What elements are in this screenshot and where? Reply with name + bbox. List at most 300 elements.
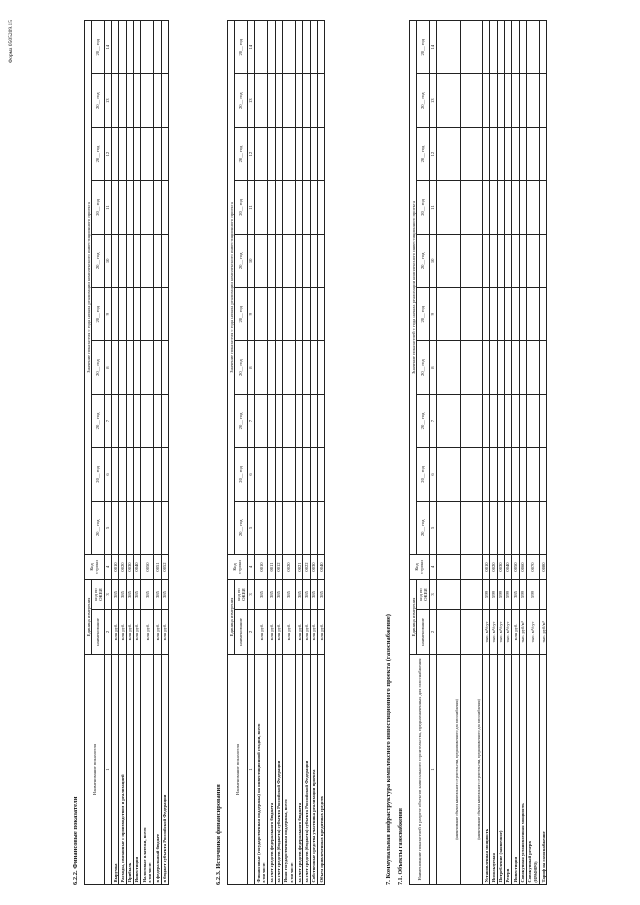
column-number: 7 [429, 394, 436, 447]
value-cell[interactable] [497, 448, 504, 501]
column-number: 8 [429, 341, 436, 394]
value-cell[interactable] [303, 74, 310, 127]
value-cell[interactable] [296, 74, 303, 127]
row-unit: тыс. м³/сут [497, 610, 504, 655]
row-name [161, 655, 168, 885]
column-number: 3 [247, 580, 254, 610]
value-cell[interactable] [318, 21, 325, 74]
value-cell[interactable] [296, 234, 303, 287]
table-row [318, 21, 325, 885]
row-unit: млн руб. [512, 610, 519, 655]
row-code: 0030 [497, 555, 504, 580]
value-cell[interactable] [540, 74, 547, 127]
value-cell[interactable] [519, 181, 526, 234]
value-cell[interactable] [519, 341, 526, 394]
value-cell[interactable] [275, 21, 282, 74]
value-cell[interactable] [126, 74, 133, 127]
row-name [141, 655, 154, 885]
value-cell[interactable] [275, 74, 282, 127]
row-okei: 599 [519, 580, 526, 610]
value-cell[interactable] [126, 181, 133, 234]
value-cell[interactable] [126, 448, 133, 501]
row-okei: 385 [154, 580, 161, 610]
row-unit: млн руб. [282, 610, 295, 655]
value-cell[interactable] [519, 74, 526, 127]
column-number: 10 [104, 234, 111, 287]
value-cell[interactable] [512, 394, 519, 447]
value-cell[interactable] [540, 448, 547, 501]
column-number: 9 [104, 288, 111, 341]
value-cell[interactable] [497, 501, 504, 554]
value-cell[interactable] [112, 21, 119, 74]
value-cell[interactable] [526, 394, 539, 447]
value-cell[interactable] [318, 288, 325, 341]
header-values: Значение показателя с года начала реализации комплексного инвестиционного проекта [228, 21, 235, 555]
value-cell[interactable] [512, 288, 519, 341]
value-cell[interactable] [310, 234, 317, 287]
value-cell[interactable] [141, 21, 154, 74]
value-cell[interactable] [282, 74, 295, 127]
header-unit: Единица измерения [85, 580, 92, 655]
value-cell[interactable] [504, 448, 511, 501]
value-cell[interactable] [526, 21, 539, 74]
value-cell[interactable] [112, 127, 119, 180]
value-cell[interactable] [483, 74, 490, 127]
value-cell[interactable] [310, 288, 317, 341]
value-cell[interactable] [504, 341, 511, 394]
value-cell[interactable] [112, 74, 119, 127]
value-cell[interactable] [268, 127, 275, 180]
value-cell[interactable] [126, 127, 133, 180]
value-cell[interactable] [141, 448, 154, 501]
value-cell[interactable] [126, 501, 133, 554]
value-cell[interactable] [119, 341, 126, 394]
row-unit: млн руб. [310, 610, 317, 655]
row-name-text: Финансовые (государственная поддержка) на инвестиционной стадии, всего [255, 723, 261, 883]
value-cell[interactable] [282, 448, 295, 501]
value-cell[interactable] [526, 234, 539, 287]
value-cell[interactable] [296, 21, 303, 74]
value-cell[interactable] [296, 394, 303, 447]
value-cell[interactable] [504, 74, 511, 127]
value-cell[interactable] [526, 127, 539, 180]
value-cell[interactable] [268, 394, 275, 447]
value-cell[interactable] [282, 127, 295, 180]
value-cell[interactable] [526, 501, 539, 554]
value-cell[interactable] [282, 181, 295, 234]
value-cell[interactable] [303, 181, 310, 234]
value-cell[interactable] [526, 448, 539, 501]
value-cell[interactable] [119, 74, 126, 127]
row-okei [540, 580, 547, 610]
value-cell[interactable] [540, 501, 547, 554]
value-cell[interactable] [540, 127, 547, 180]
value-cell[interactable] [526, 181, 539, 234]
value-cell[interactable] [318, 181, 325, 234]
row-name-text: Инвестиции [134, 856, 140, 883]
value-cell[interactable] [268, 74, 275, 127]
value-cell[interactable] [303, 127, 310, 180]
value-cell[interactable] [490, 127, 497, 180]
column-number: 7 [104, 394, 111, 447]
value-cell[interactable] [497, 288, 504, 341]
value-cell[interactable] [310, 448, 317, 501]
value-cell[interactable] [255, 501, 268, 554]
value-cell[interactable] [526, 341, 539, 394]
row-name-text: Налоговые платежи, всего [141, 827, 147, 883]
value-cell[interactable] [310, 394, 317, 447]
value-cell[interactable] [519, 448, 526, 501]
value-cell[interactable] [519, 21, 526, 74]
value-cell[interactable] [504, 181, 511, 234]
value-cell[interactable] [133, 288, 140, 341]
value-cell[interactable] [282, 341, 295, 394]
value-cell[interactable] [141, 394, 154, 447]
value-cell[interactable] [490, 21, 497, 74]
value-cell[interactable] [112, 181, 119, 234]
value-cell[interactable] [303, 21, 310, 74]
header-name: Наименование показателя [228, 655, 248, 885]
row-name-text: Резерв [505, 868, 511, 883]
column-number: 13 [247, 74, 254, 127]
value-cell[interactable] [161, 181, 168, 234]
value-cell[interactable] [255, 234, 268, 287]
value-cell[interactable] [112, 501, 119, 554]
value-cell[interactable] [275, 288, 282, 341]
value-cell[interactable] [504, 288, 511, 341]
value-cell[interactable] [310, 21, 317, 74]
value-cell[interactable] [255, 288, 268, 341]
row-okei: 599 [526, 580, 539, 610]
value-cell[interactable] [504, 394, 511, 447]
row-unit: млн руб. [303, 610, 310, 655]
value-cell[interactable] [161, 341, 168, 394]
value-cell[interactable] [141, 181, 154, 234]
row-name [133, 655, 140, 885]
value-cell[interactable] [161, 501, 168, 554]
value-cell[interactable] [133, 21, 140, 74]
value-cell[interactable] [512, 448, 519, 501]
value-cell[interactable] [504, 234, 511, 287]
value-cell[interactable] [268, 21, 275, 74]
value-cell[interactable] [490, 288, 497, 341]
value-cell[interactable] [318, 341, 325, 394]
value-cell[interactable] [318, 234, 325, 287]
value-cell[interactable] [540, 288, 547, 341]
value-cell[interactable] [540, 341, 547, 394]
value-cell[interactable] [275, 181, 282, 234]
value-cell[interactable] [154, 234, 161, 287]
value-cell[interactable] [154, 288, 161, 341]
header-year: 20__ год [235, 341, 248, 394]
value-cell[interactable] [483, 234, 490, 287]
value-cell[interactable] [296, 448, 303, 501]
value-cell[interactable] [490, 448, 497, 501]
value-cell[interactable] [275, 448, 282, 501]
value-cell[interactable] [154, 127, 161, 180]
row-note: в том числе: [289, 862, 294, 883]
value-cell[interactable] [275, 394, 282, 447]
value-cell[interactable] [119, 288, 126, 341]
value-cell[interactable] [512, 234, 519, 287]
value-cell[interactable] [154, 448, 161, 501]
row-name-text: за счет средств федерального бюджета [268, 802, 274, 883]
value-cell[interactable] [161, 448, 168, 501]
value-cell[interactable] [318, 448, 325, 501]
value-cell[interactable] [119, 394, 126, 447]
header-year: 20__ год [235, 394, 248, 447]
value-cell[interactable] [497, 341, 504, 394]
table-row [255, 21, 268, 885]
value-cell[interactable] [268, 341, 275, 394]
value-cell[interactable] [141, 288, 154, 341]
header-okei: код по ОКЕИ [92, 580, 105, 610]
value-cell[interactable] [154, 501, 161, 554]
value-cell[interactable] [255, 181, 268, 234]
value-cell[interactable] [282, 288, 295, 341]
value-cell[interactable] [483, 288, 490, 341]
value-cell[interactable] [275, 234, 282, 287]
value-cell[interactable] [504, 127, 511, 180]
value-cell[interactable] [126, 341, 133, 394]
value-cell[interactable] [161, 288, 168, 341]
value-cell[interactable] [497, 74, 504, 127]
value-cell[interactable] [161, 234, 168, 287]
value-cell[interactable] [303, 448, 310, 501]
value-cell[interactable] [497, 394, 504, 447]
row-code: 0022 [303, 555, 310, 580]
value-cell[interactable] [512, 127, 519, 180]
table-row [526, 21, 539, 885]
column-number: 4 [247, 555, 254, 580]
value-cell[interactable] [112, 394, 119, 447]
row-name-text: Инвестиции [512, 856, 518, 883]
value-cell[interactable] [255, 127, 268, 180]
value-cell[interactable] [154, 21, 161, 74]
value-cell[interactable] [119, 448, 126, 501]
header-year: 20__ год [92, 501, 105, 554]
row-unit: млн руб. [255, 610, 268, 655]
value-cell[interactable] [512, 181, 519, 234]
value-cell[interactable] [119, 21, 126, 74]
value-cell[interactable] [519, 234, 526, 287]
row-okei: 385 [119, 580, 126, 610]
value-cell[interactable] [490, 341, 497, 394]
value-cell[interactable] [540, 21, 547, 74]
value-cell[interactable] [112, 448, 119, 501]
value-cell[interactable] [519, 127, 526, 180]
value-cell[interactable] [310, 127, 317, 180]
value-cell[interactable] [296, 127, 303, 180]
table-row [497, 21, 504, 885]
row-name [540, 655, 547, 885]
value-cell[interactable] [490, 74, 497, 127]
value-cell[interactable] [119, 181, 126, 234]
value-cell[interactable] [112, 288, 119, 341]
value-cell[interactable] [318, 501, 325, 554]
value-cell[interactable] [303, 234, 310, 287]
value-cell[interactable] [133, 501, 140, 554]
value-cell[interactable] [126, 288, 133, 341]
value-cell[interactable] [490, 234, 497, 287]
row-unit: млн руб. [112, 610, 119, 655]
value-cell[interactable] [512, 341, 519, 394]
value-cell[interactable] [268, 288, 275, 341]
value-cell[interactable] [141, 341, 154, 394]
value-cell[interactable] [296, 181, 303, 234]
value-cell[interactable] [133, 74, 140, 127]
value-cell[interactable] [483, 394, 490, 447]
value-cell[interactable] [540, 234, 547, 287]
value-cell[interactable] [255, 341, 268, 394]
value-cell[interactable] [318, 394, 325, 447]
value-cell[interactable] [133, 127, 140, 180]
value-cell[interactable] [161, 74, 168, 127]
value-cell[interactable] [310, 501, 317, 554]
value-cell[interactable] [255, 74, 268, 127]
value-cell[interactable] [504, 21, 511, 74]
value-cell[interactable] [119, 127, 126, 180]
value-cell[interactable] [483, 181, 490, 234]
value-cell[interactable] [255, 21, 268, 74]
value-cell[interactable] [133, 448, 140, 501]
value-cell[interactable] [310, 181, 317, 234]
value-cell[interactable] [519, 501, 526, 554]
column-number: 3 [104, 580, 111, 610]
column-number: 5 [429, 501, 436, 554]
value-cell[interactable] [483, 341, 490, 394]
row-name [268, 655, 275, 885]
value-cell[interactable] [161, 394, 168, 447]
row-code: 0050 [141, 555, 154, 580]
value-cell[interactable] [112, 234, 119, 287]
value-cell[interactable] [141, 74, 154, 127]
value-cell[interactable] [112, 341, 119, 394]
column-number: 11 [104, 181, 111, 234]
value-cell[interactable] [161, 127, 168, 180]
value-cell[interactable] [141, 501, 154, 554]
value-cell[interactable] [303, 394, 310, 447]
value-cell[interactable] [126, 234, 133, 287]
header-year: 20__ год [92, 21, 105, 74]
value-cell[interactable] [133, 341, 140, 394]
value-cell[interactable] [318, 74, 325, 127]
header-unit: Единица измерения [228, 580, 235, 655]
header-year: 20__ год [92, 394, 105, 447]
value-cell[interactable] [512, 74, 519, 127]
value-cell[interactable] [133, 181, 140, 234]
value-cell[interactable] [154, 181, 161, 234]
value-cell[interactable] [154, 341, 161, 394]
value-cell[interactable] [497, 234, 504, 287]
funding-sources-table [227, 20, 325, 885]
value-cell[interactable] [119, 234, 126, 287]
value-cell[interactable] [275, 341, 282, 394]
value-cell[interactable] [483, 448, 490, 501]
value-cell[interactable] [282, 21, 295, 74]
value-cell[interactable] [490, 501, 497, 554]
value-cell[interactable] [483, 21, 490, 74]
table-row [119, 21, 126, 885]
value-cell[interactable] [512, 21, 519, 74]
value-cell[interactable] [296, 341, 303, 394]
value-cell[interactable] [318, 127, 325, 180]
table-row [310, 21, 317, 885]
row-name-text: Расходы, связанные с производством и реализацией [119, 774, 125, 883]
value-cell[interactable] [275, 127, 282, 180]
value-cell[interactable] [490, 394, 497, 447]
column-number: 5 [104, 501, 111, 554]
column-number: 2 [429, 610, 436, 655]
value-cell[interactable] [296, 501, 303, 554]
value-cell[interactable] [310, 74, 317, 127]
value-cell[interactable] [126, 21, 133, 74]
value-cell[interactable] [483, 501, 490, 554]
column-number: 10 [429, 234, 436, 287]
value-cell[interactable] [303, 288, 310, 341]
value-cell[interactable] [483, 127, 490, 180]
value-cell[interactable] [141, 234, 154, 287]
table-row [504, 21, 511, 885]
value-cell[interactable] [519, 288, 526, 341]
value-cell[interactable] [540, 181, 547, 234]
value-cell[interactable] [154, 394, 161, 447]
value-cell[interactable] [540, 394, 547, 447]
value-cell[interactable] [154, 74, 161, 127]
value-cell[interactable] [519, 394, 526, 447]
value-cell[interactable] [268, 234, 275, 287]
value-cell[interactable] [497, 181, 504, 234]
value-cell[interactable] [282, 501, 295, 554]
column-number: 4 [429, 555, 436, 580]
value-cell[interactable] [310, 341, 317, 394]
value-cell[interactable] [133, 234, 140, 287]
value-cell[interactable] [504, 501, 511, 554]
value-cell[interactable] [255, 394, 268, 447]
value-cell[interactable] [512, 501, 519, 554]
value-cell[interactable] [255, 448, 268, 501]
column-number: 10 [247, 234, 254, 287]
row-okei: 385 [112, 580, 119, 610]
value-cell[interactable] [275, 501, 282, 554]
value-cell[interactable] [497, 21, 504, 74]
value-cell[interactable] [303, 501, 310, 554]
value-cell[interactable] [268, 448, 275, 501]
row-code: 0060 [519, 555, 526, 580]
value-cell[interactable] [282, 234, 295, 287]
value-cell[interactable] [133, 394, 140, 447]
column-number: 2 [104, 610, 111, 655]
value-cell[interactable] [497, 127, 504, 180]
value-cell[interactable] [296, 288, 303, 341]
value-cell[interactable] [161, 21, 168, 74]
value-cell[interactable] [268, 181, 275, 234]
section-623-title: 6.2.3. Источники финансирования [215, 784, 222, 885]
row-name-text: Собственные средства участника реализации проекта [311, 769, 317, 883]
value-cell[interactable] [119, 501, 126, 554]
column-number: 6 [104, 448, 111, 501]
value-cell[interactable] [126, 394, 133, 447]
value-cell[interactable] [490, 181, 497, 234]
value-cell[interactable] [282, 394, 295, 447]
value-cell[interactable] [141, 127, 154, 180]
row-name-text: за счет средств (бюджета) субъекта Российской Федерации [303, 760, 309, 883]
value-cell[interactable] [526, 74, 539, 127]
value-cell[interactable] [303, 341, 310, 394]
value-cell[interactable] [526, 288, 539, 341]
column-number: 1 [104, 655, 111, 885]
value-cell[interactable] [268, 501, 275, 554]
